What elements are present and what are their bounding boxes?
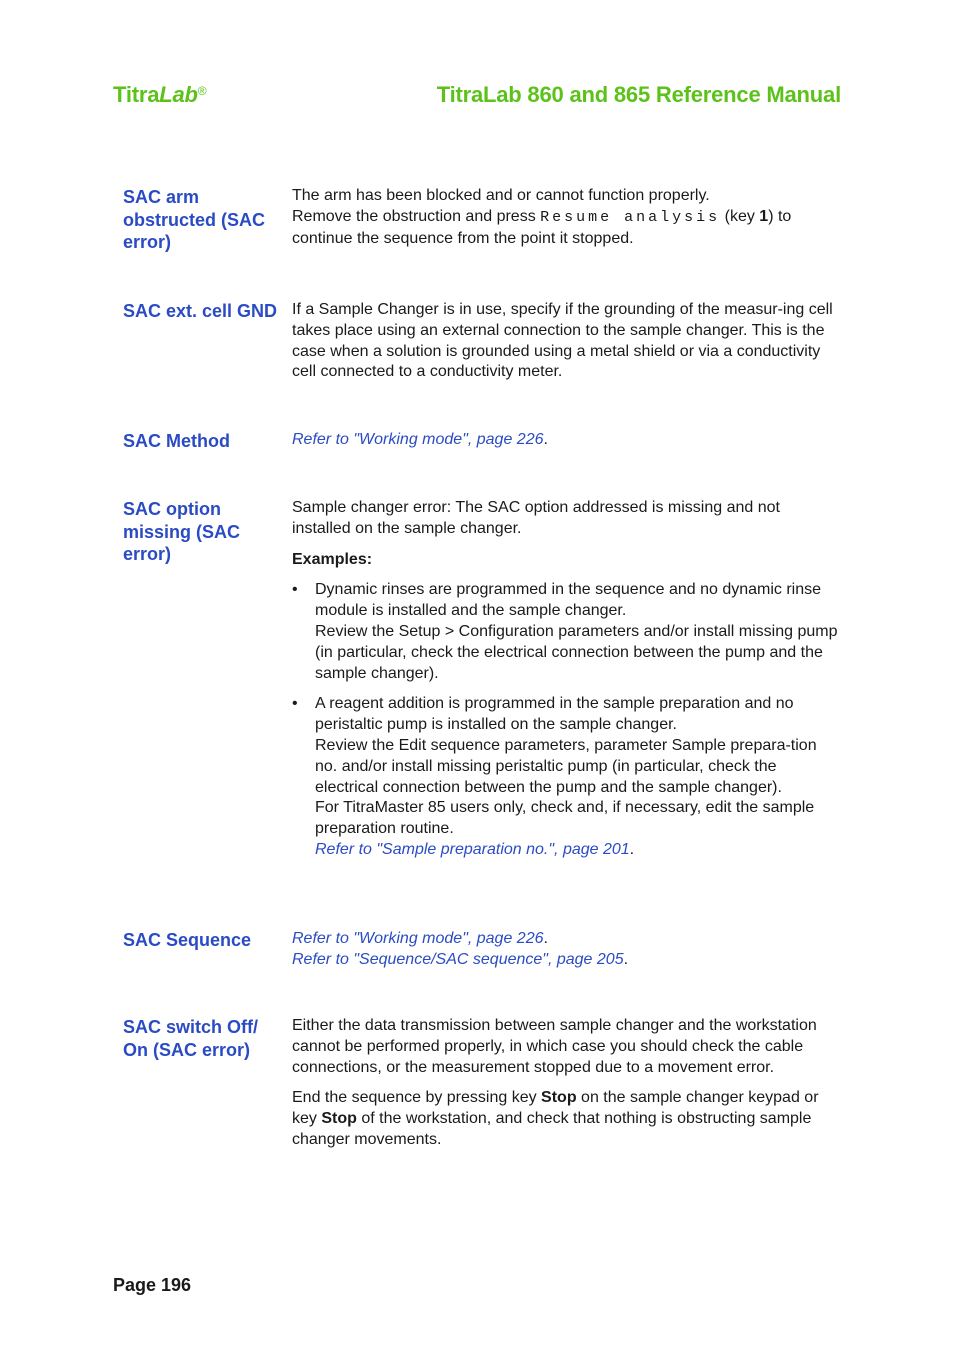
description-line: The arm has been blocked and or cannot function properly. — [292, 187, 710, 204]
page-number: Page 196 — [113, 1275, 192, 1295]
description-paragraph — [292, 1088, 840, 1150]
description-line — [292, 207, 840, 250]
list-item — [292, 580, 840, 684]
cross-reference-link[interactable]: Refer to "Working mode", page 226 — [292, 431, 544, 448]
description-paragraph: Either the data transmission between sample changer and the workstation cannot be performed properly, in which case you should check the cable connections, or the measurement stopped due to a movement error. — [292, 1017, 817, 1076]
examples-heading: Examples: — [292, 550, 373, 568]
text-run: on the sample changer keypad or key — [292, 1089, 819, 1128]
entry-term: SAC option missing (SAC error) — [123, 499, 241, 564]
examples-list — [292, 580, 840, 860]
key-stop-label: Stop — [321, 1110, 357, 1128]
entry-description — [292, 430, 840, 451]
list-item-text: Review the Setup > Configuration parameters and/or install missing pump (in particular, check the electrical connection between the pump and the sample changer). — [315, 622, 838, 682]
list-item-text: • A reagent addition is programmed in the sample preparation and no peristaltic pump is installed on the sample changer. — [315, 695, 794, 734]
cross-reference-link[interactable]: Refer to "Sequence/SAC sequence", page 205 — [292, 950, 624, 968]
text-run: . — [543, 431, 548, 448]
text-run: (key — [720, 207, 760, 225]
manual-title: TitraLab 860 and 865 Reference Manual — [436, 82, 841, 107]
text-run: of the workstation, and check that nothing is obstructing sample changer movements. — [292, 1110, 812, 1148]
entry-term: SAC ext. cell GND — [123, 301, 278, 321]
entry-description — [292, 929, 840, 971]
text-run: ) to continue the sequence from the point it stopped. — [292, 207, 792, 247]
entry-term: SAC switch Off/ On (SAC error) — [123, 1017, 259, 1060]
entry-term: SAC Method — [123, 431, 230, 451]
text-run: End the sequence by pressing key — [292, 1089, 542, 1107]
list-item-text: For TitraMaster 85 users only, check and, if necessary, edit the sample preparation routine. — [315, 799, 815, 838]
list-item — [292, 694, 840, 860]
cross-reference-link[interactable]: Refer to "Working mode", page 226 — [292, 930, 544, 947]
brand-prefix: Titra — [113, 82, 160, 107]
text-run: Remove the obstruction and press — [292, 207, 541, 225]
text-run: . — [543, 930, 548, 947]
entry-term: SAC Sequence — [123, 930, 252, 950]
brand-italic: Lab — [159, 82, 198, 107]
key-number: 1 — [759, 207, 769, 225]
description-paragraph: Sample changer error: The SAC option addressed is missing and not installed on the sample changer. — [292, 499, 780, 537]
entry-description — [292, 498, 840, 871]
registered-mark: ® — [197, 84, 207, 98]
key-label-resume-analysis: Resume analysis — [540, 208, 721, 226]
list-item-text: • Dynamic rinses are programmed in the sequence and no dynamic rinse module is installed and the sample changer. — [315, 581, 822, 620]
entry-term: SAC arm obstructed (SAC error) — [123, 187, 266, 252]
text-run: . — [623, 950, 629, 968]
description-paragraph: If a Sample Changer is in use, specify if the grounding of the measur-ing cell takes place using an external connection to the sample changer. This is the case when a solution is grounded using a metal shield or via a conductivity cell connected to a conductivity meter. — [292, 301, 833, 381]
entry-description — [292, 1016, 840, 1151]
entry-description — [292, 186, 840, 249]
brand-logo — [113, 82, 206, 108]
entry-description — [292, 300, 840, 383]
list-item-text: Review the Edit sequence parameters, parameter Sample prepara-tion no. and/or install missing peristaltic pump (in particular, check the electrical connection between the pump and the sample changer). — [315, 736, 817, 796]
key-stop-label: Stop — [541, 1089, 577, 1107]
cross-reference-link[interactable]: Refer to "Sample preparation no.", page 201 — [315, 840, 630, 858]
text-run: . — [629, 840, 635, 858]
